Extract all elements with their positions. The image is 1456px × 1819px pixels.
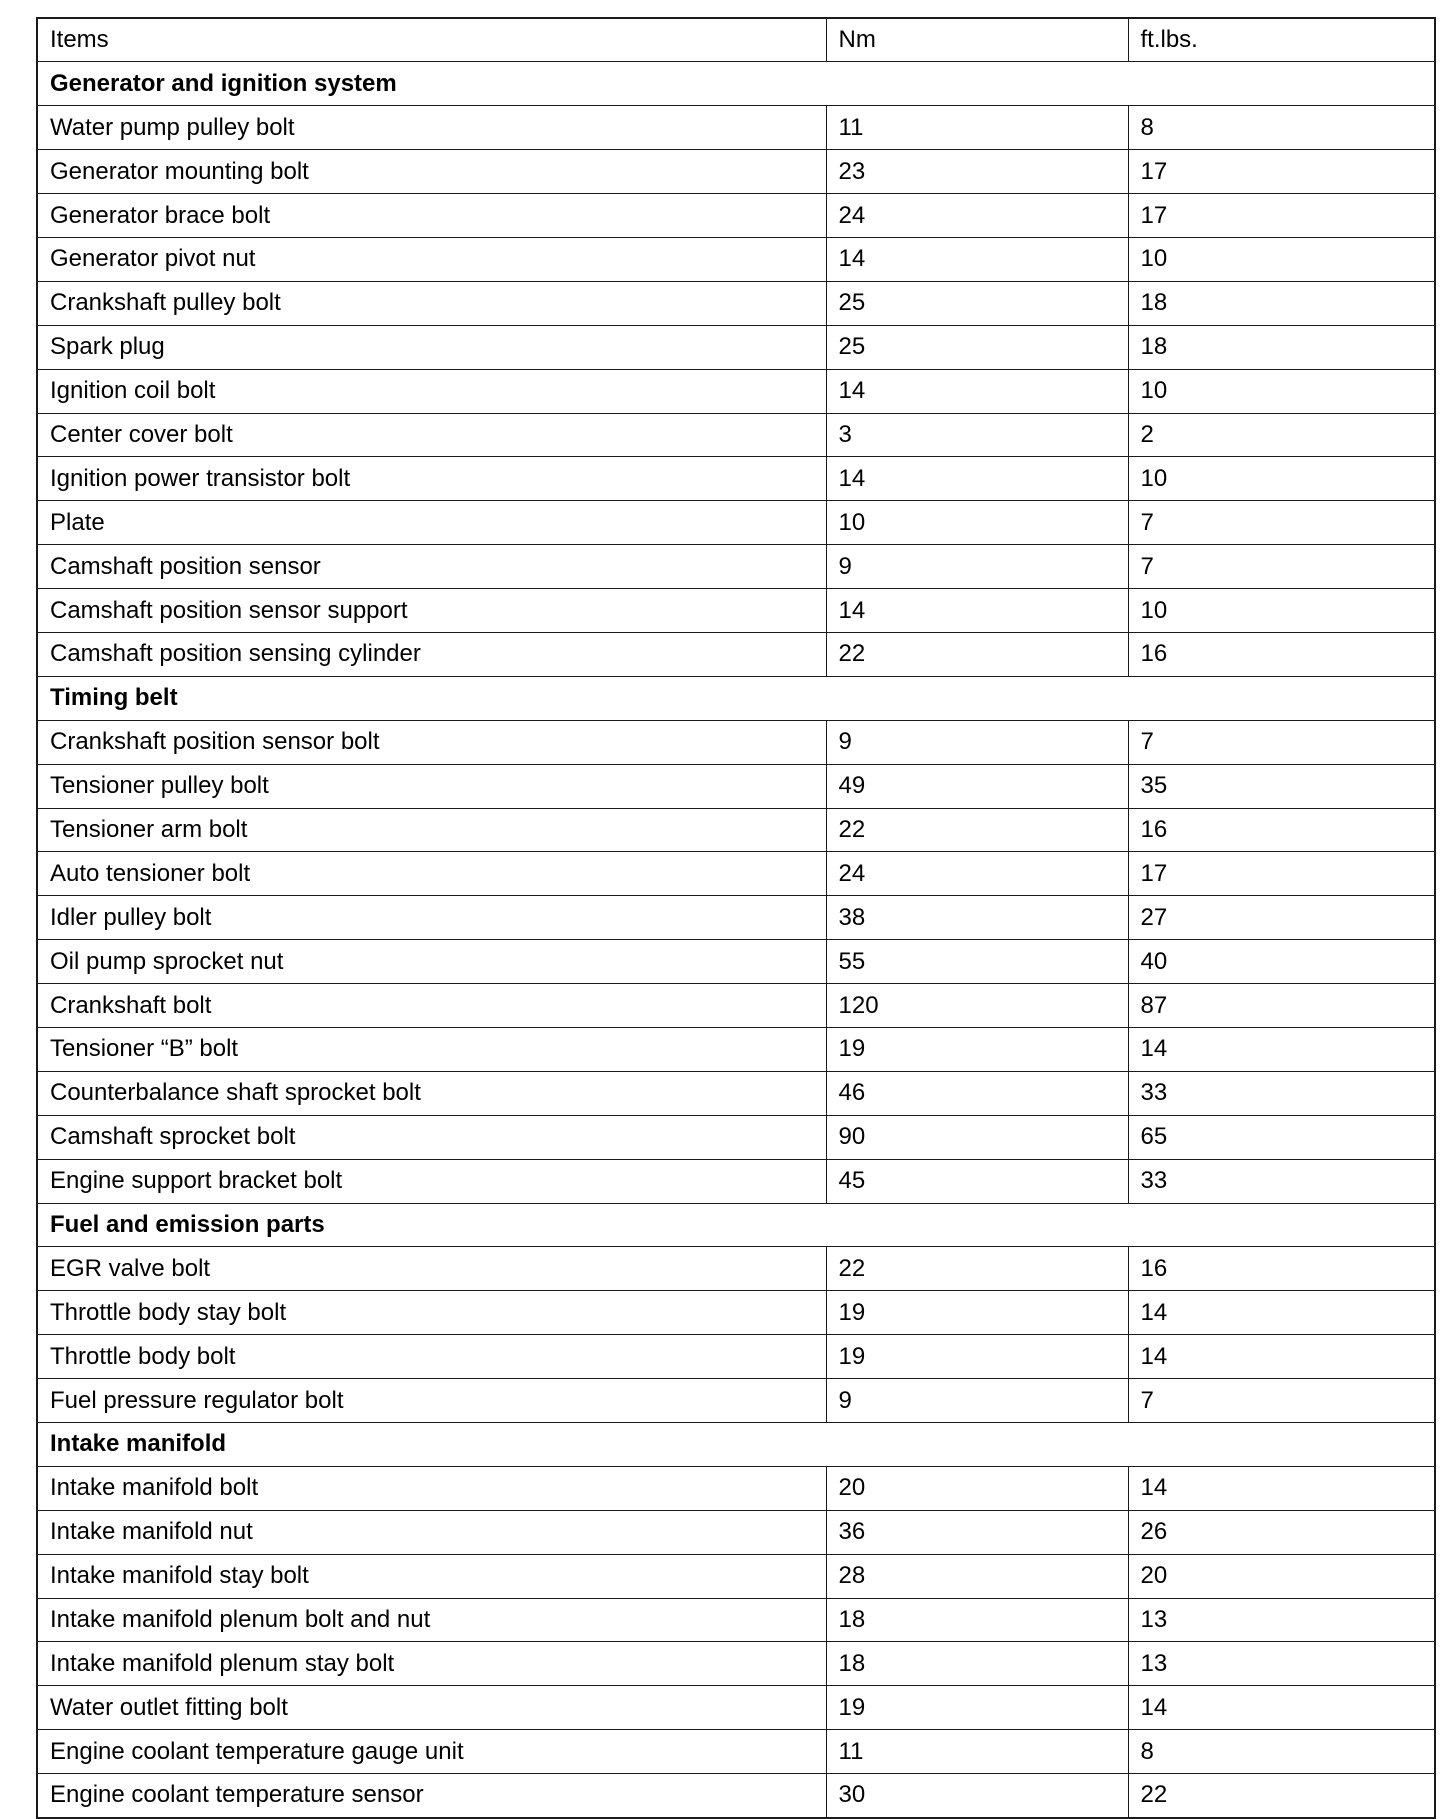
- ftlbs-value-cell: 13: [1128, 1642, 1435, 1686]
- nm-value-cell: 45: [826, 1159, 1128, 1203]
- item-name-cell: Crankshaft pulley bolt: [37, 281, 826, 325]
- table-body: [37, 18, 1435, 1818]
- item-name-cell: Engine support bracket bolt: [37, 1159, 826, 1203]
- ftlbs-value-cell: 16: [1128, 632, 1435, 676]
- item-name-cell: EGR valve bolt: [37, 1247, 826, 1291]
- nm-value-cell: 49: [826, 764, 1128, 808]
- table-header-row: [37, 18, 1435, 62]
- ftlbs-value-cell: 17: [1128, 194, 1435, 238]
- header-items: Items: [37, 18, 826, 62]
- item-name-cell: Tensioner arm bolt: [37, 808, 826, 852]
- nm-value-cell: 25: [826, 325, 1128, 369]
- header-ftlbs: ft.lbs.: [1128, 18, 1435, 62]
- table-row: [37, 764, 1435, 808]
- nm-value-cell: 19: [826, 1291, 1128, 1335]
- table-row: [37, 413, 1435, 457]
- table-row: [37, 1598, 1435, 1642]
- ftlbs-value-cell: 17: [1128, 150, 1435, 194]
- table-row: [37, 501, 1435, 545]
- ftlbs-value-cell: 16: [1128, 808, 1435, 852]
- table-row: [37, 1510, 1435, 1554]
- table-row: [37, 237, 1435, 281]
- table-row: [37, 1335, 1435, 1379]
- ftlbs-value-cell: 18: [1128, 325, 1435, 369]
- ftlbs-value-cell: 40: [1128, 940, 1435, 984]
- ftlbs-value-cell: 8: [1128, 1730, 1435, 1774]
- item-name-cell: Plate: [37, 501, 826, 545]
- table-row: [37, 1774, 1435, 1818]
- item-name-cell: Camshaft position sensing cylinder: [37, 632, 826, 676]
- item-name-cell: Auto tensioner bolt: [37, 852, 826, 896]
- ftlbs-value-cell: 7: [1128, 545, 1435, 589]
- nm-value-cell: 30: [826, 1774, 1128, 1818]
- item-name-cell: Intake manifold plenum stay bolt: [37, 1642, 826, 1686]
- nm-value-cell: 23: [826, 150, 1128, 194]
- table-row: [37, 940, 1435, 984]
- table-row: [37, 1115, 1435, 1159]
- nm-value-cell: 3: [826, 413, 1128, 457]
- table-row: [37, 589, 1435, 633]
- nm-value-cell: 120: [826, 984, 1128, 1028]
- item-name-cell: Intake manifold nut: [37, 1510, 826, 1554]
- nm-value-cell: 14: [826, 457, 1128, 501]
- item-name-cell: Water outlet fitting bolt: [37, 1686, 826, 1730]
- section-title: Fuel and emission parts: [37, 1203, 1435, 1247]
- ftlbs-value-cell: 8: [1128, 106, 1435, 150]
- nm-value-cell: 9: [826, 720, 1128, 764]
- ftlbs-value-cell: 35: [1128, 764, 1435, 808]
- ftlbs-value-cell: 7: [1128, 501, 1435, 545]
- item-name-cell: Fuel pressure regulator bolt: [37, 1379, 826, 1423]
- header-nm: Nm: [826, 18, 1128, 62]
- nm-value-cell: 22: [826, 632, 1128, 676]
- table-row: [37, 1291, 1435, 1335]
- table-row: [37, 1247, 1435, 1291]
- nm-value-cell: 24: [826, 852, 1128, 896]
- table-row: [37, 984, 1435, 1028]
- ftlbs-value-cell: 7: [1128, 1379, 1435, 1423]
- section-header-row: [37, 62, 1435, 106]
- item-name-cell: Spark plug: [37, 325, 826, 369]
- ftlbs-value-cell: 65: [1128, 1115, 1435, 1159]
- item-name-cell: Intake manifold plenum bolt and nut: [37, 1598, 826, 1642]
- nm-value-cell: 9: [826, 545, 1128, 589]
- item-name-cell: Oil pump sprocket nut: [37, 940, 826, 984]
- ftlbs-value-cell: 10: [1128, 369, 1435, 413]
- ftlbs-value-cell: 14: [1128, 1466, 1435, 1510]
- nm-value-cell: 24: [826, 194, 1128, 238]
- item-name-cell: Intake manifold bolt: [37, 1466, 826, 1510]
- nm-value-cell: 14: [826, 589, 1128, 633]
- item-name-cell: Idler pulley bolt: [37, 896, 826, 940]
- nm-value-cell: 28: [826, 1554, 1128, 1598]
- item-name-cell: Crankshaft position sensor bolt: [37, 720, 826, 764]
- nm-value-cell: 11: [826, 1730, 1128, 1774]
- table-row: [37, 150, 1435, 194]
- ftlbs-value-cell: 18: [1128, 281, 1435, 325]
- section-title: Generator and ignition system: [37, 62, 1435, 106]
- section-header-row: [37, 1423, 1435, 1467]
- ftlbs-value-cell: 10: [1128, 237, 1435, 281]
- table-row: [37, 896, 1435, 940]
- table-row: [37, 325, 1435, 369]
- nm-value-cell: 19: [826, 1686, 1128, 1730]
- ftlbs-value-cell: 22: [1128, 1774, 1435, 1818]
- ftlbs-value-cell: 10: [1128, 589, 1435, 633]
- item-name-cell: Engine coolant temperature gauge unit: [37, 1730, 826, 1774]
- torque-spec-table: [36, 17, 1436, 1819]
- ftlbs-value-cell: 14: [1128, 1686, 1435, 1730]
- item-name-cell: Center cover bolt: [37, 413, 826, 457]
- nm-value-cell: 22: [826, 808, 1128, 852]
- item-name-cell: Water pump pulley bolt: [37, 106, 826, 150]
- ftlbs-value-cell: 26: [1128, 1510, 1435, 1554]
- ftlbs-value-cell: 2: [1128, 413, 1435, 457]
- ftlbs-value-cell: 13: [1128, 1598, 1435, 1642]
- table-row: [37, 281, 1435, 325]
- table-row: [37, 369, 1435, 413]
- nm-value-cell: 22: [826, 1247, 1128, 1291]
- table-row: [37, 457, 1435, 501]
- ftlbs-value-cell: 33: [1128, 1071, 1435, 1115]
- nm-value-cell: 36: [826, 1510, 1128, 1554]
- nm-value-cell: 20: [826, 1466, 1128, 1510]
- table-row: [37, 720, 1435, 764]
- item-name-cell: Camshaft sprocket bolt: [37, 1115, 826, 1159]
- item-name-cell: Throttle body stay bolt: [37, 1291, 826, 1335]
- item-name-cell: Counterbalance shaft sprocket bolt: [37, 1071, 826, 1115]
- item-name-cell: Crankshaft bolt: [37, 984, 826, 1028]
- table-row: [37, 1686, 1435, 1730]
- item-name-cell: Generator pivot nut: [37, 237, 826, 281]
- table-row: [37, 632, 1435, 676]
- table-row: [37, 1159, 1435, 1203]
- item-name-cell: Camshaft position sensor support: [37, 589, 826, 633]
- section-header-row: [37, 676, 1435, 720]
- ftlbs-value-cell: 33: [1128, 1159, 1435, 1203]
- item-name-cell: Ignition coil bolt: [37, 369, 826, 413]
- nm-value-cell: 19: [826, 1335, 1128, 1379]
- nm-value-cell: 18: [826, 1642, 1128, 1686]
- table-row: [37, 1642, 1435, 1686]
- table-row: [37, 194, 1435, 238]
- ftlbs-value-cell: 87: [1128, 984, 1435, 1028]
- ftlbs-value-cell: 16: [1128, 1247, 1435, 1291]
- table-row: [37, 545, 1435, 589]
- nm-value-cell: 11: [826, 106, 1128, 150]
- nm-value-cell: 38: [826, 896, 1128, 940]
- table-row: [37, 1730, 1435, 1774]
- ftlbs-value-cell: 14: [1128, 1027, 1435, 1071]
- item-name-cell: Ignition power transistor bolt: [37, 457, 826, 501]
- nm-value-cell: 55: [826, 940, 1128, 984]
- item-name-cell: Tensioner “B” bolt: [37, 1027, 826, 1071]
- nm-value-cell: 14: [826, 237, 1128, 281]
- table-row: [37, 1027, 1435, 1071]
- item-name-cell: Intake manifold stay bolt: [37, 1554, 826, 1598]
- nm-value-cell: 19: [826, 1027, 1128, 1071]
- section-header-row: [37, 1203, 1435, 1247]
- table-row: [37, 852, 1435, 896]
- nm-value-cell: 18: [826, 1598, 1128, 1642]
- ftlbs-value-cell: 27: [1128, 896, 1435, 940]
- table-row: [37, 1071, 1435, 1115]
- nm-value-cell: 90: [826, 1115, 1128, 1159]
- item-name-cell: Camshaft position sensor: [37, 545, 826, 589]
- item-name-cell: Generator brace bolt: [37, 194, 826, 238]
- nm-value-cell: 25: [826, 281, 1128, 325]
- nm-value-cell: 14: [826, 369, 1128, 413]
- table-row: [37, 106, 1435, 150]
- ftlbs-value-cell: 7: [1128, 720, 1435, 764]
- ftlbs-value-cell: 17: [1128, 852, 1435, 896]
- table-row: [37, 1466, 1435, 1510]
- item-name-cell: Engine coolant temperature sensor: [37, 1774, 826, 1818]
- nm-value-cell: 46: [826, 1071, 1128, 1115]
- ftlbs-value-cell: 14: [1128, 1291, 1435, 1335]
- item-name-cell: Generator mounting bolt: [37, 150, 826, 194]
- item-name-cell: Tensioner pulley bolt: [37, 764, 826, 808]
- nm-value-cell: 10: [826, 501, 1128, 545]
- item-name-cell: Throttle body bolt: [37, 1335, 826, 1379]
- ftlbs-value-cell: 10: [1128, 457, 1435, 501]
- ftlbs-value-cell: 14: [1128, 1335, 1435, 1379]
- nm-value-cell: 9: [826, 1379, 1128, 1423]
- table-row: [37, 1379, 1435, 1423]
- section-title: Timing belt: [37, 676, 1435, 720]
- table-row: [37, 1554, 1435, 1598]
- table-row: [37, 808, 1435, 852]
- ftlbs-value-cell: 20: [1128, 1554, 1435, 1598]
- section-title: Intake manifold: [37, 1423, 1435, 1467]
